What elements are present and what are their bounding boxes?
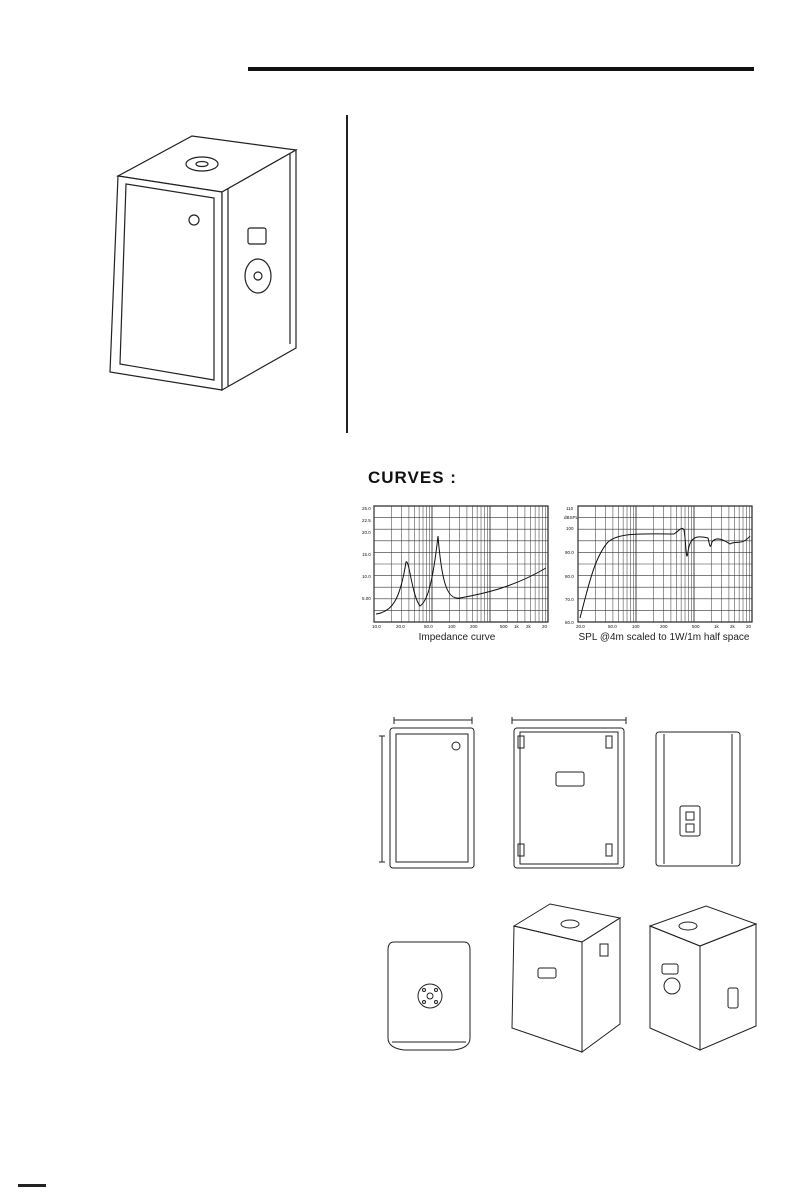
footer-mark xyxy=(18,1184,46,1187)
imp-xtick: 10.0 xyxy=(372,624,381,629)
spl-ytick: 110 xyxy=(566,506,574,511)
impedance-caption: Impedance curve xyxy=(418,632,496,643)
imp-xtick: 20 xyxy=(542,624,548,629)
impedance-chart xyxy=(362,500,554,630)
spl-xtick: 20.0 xyxy=(576,624,585,629)
side-view-drawing xyxy=(650,726,746,874)
curves-heading: CURVES : xyxy=(368,468,457,487)
imp-ytick: 15.0 xyxy=(362,552,371,557)
section-divider xyxy=(346,115,348,433)
imp-xtick: 20.0 xyxy=(396,624,405,629)
imp-xtick: 200 xyxy=(470,624,478,629)
spl-ytick: 80.0 xyxy=(565,574,574,579)
front-view-drawing xyxy=(376,716,480,874)
isometric-side-drawing xyxy=(644,900,760,1058)
imp-ytick: 25.0 xyxy=(362,506,371,511)
imp-xtick: 1k xyxy=(514,624,519,629)
spl-xtick: 20 xyxy=(746,624,752,629)
imp-xtick: 100 xyxy=(448,624,456,629)
speaker-isometric-illustration xyxy=(100,128,310,418)
spl-xtick: 500 xyxy=(692,624,700,629)
spl-ytick: 60.0 xyxy=(565,620,574,625)
spl-xtick: 1k xyxy=(714,624,719,629)
top-view-drawing xyxy=(384,938,474,1056)
isometric-rear-drawing xyxy=(504,898,628,1058)
spl-caption: SPL @4m scaled to 1W/1m half space xyxy=(578,632,750,643)
imp-xtick: 2k xyxy=(526,624,531,629)
rear-view-drawing xyxy=(506,716,630,874)
spl-xtick: 100 xyxy=(632,624,640,629)
spl-ytick: dBSPL xyxy=(564,515,579,520)
spl-xtick: 50.0 xyxy=(608,624,617,629)
imp-ytick: 22.5 xyxy=(362,518,371,523)
spl-ytick: 90.0 xyxy=(565,550,574,555)
spl-xtick: 200 xyxy=(660,624,668,629)
imp-ytick: 20.0 xyxy=(362,530,371,535)
imp-xtick: 50.0 xyxy=(424,624,433,629)
imp-xtick: 500 xyxy=(500,624,508,629)
spl-ytick: 70.0 xyxy=(565,597,574,602)
imp-ytick: 5.00 xyxy=(362,596,371,601)
spl-chart xyxy=(564,500,758,630)
header-rule xyxy=(248,67,754,71)
imp-ytick: 10.0 xyxy=(362,574,371,579)
spl-xtick: 2k xyxy=(730,624,735,629)
spl-ytick: 100 xyxy=(566,526,574,531)
